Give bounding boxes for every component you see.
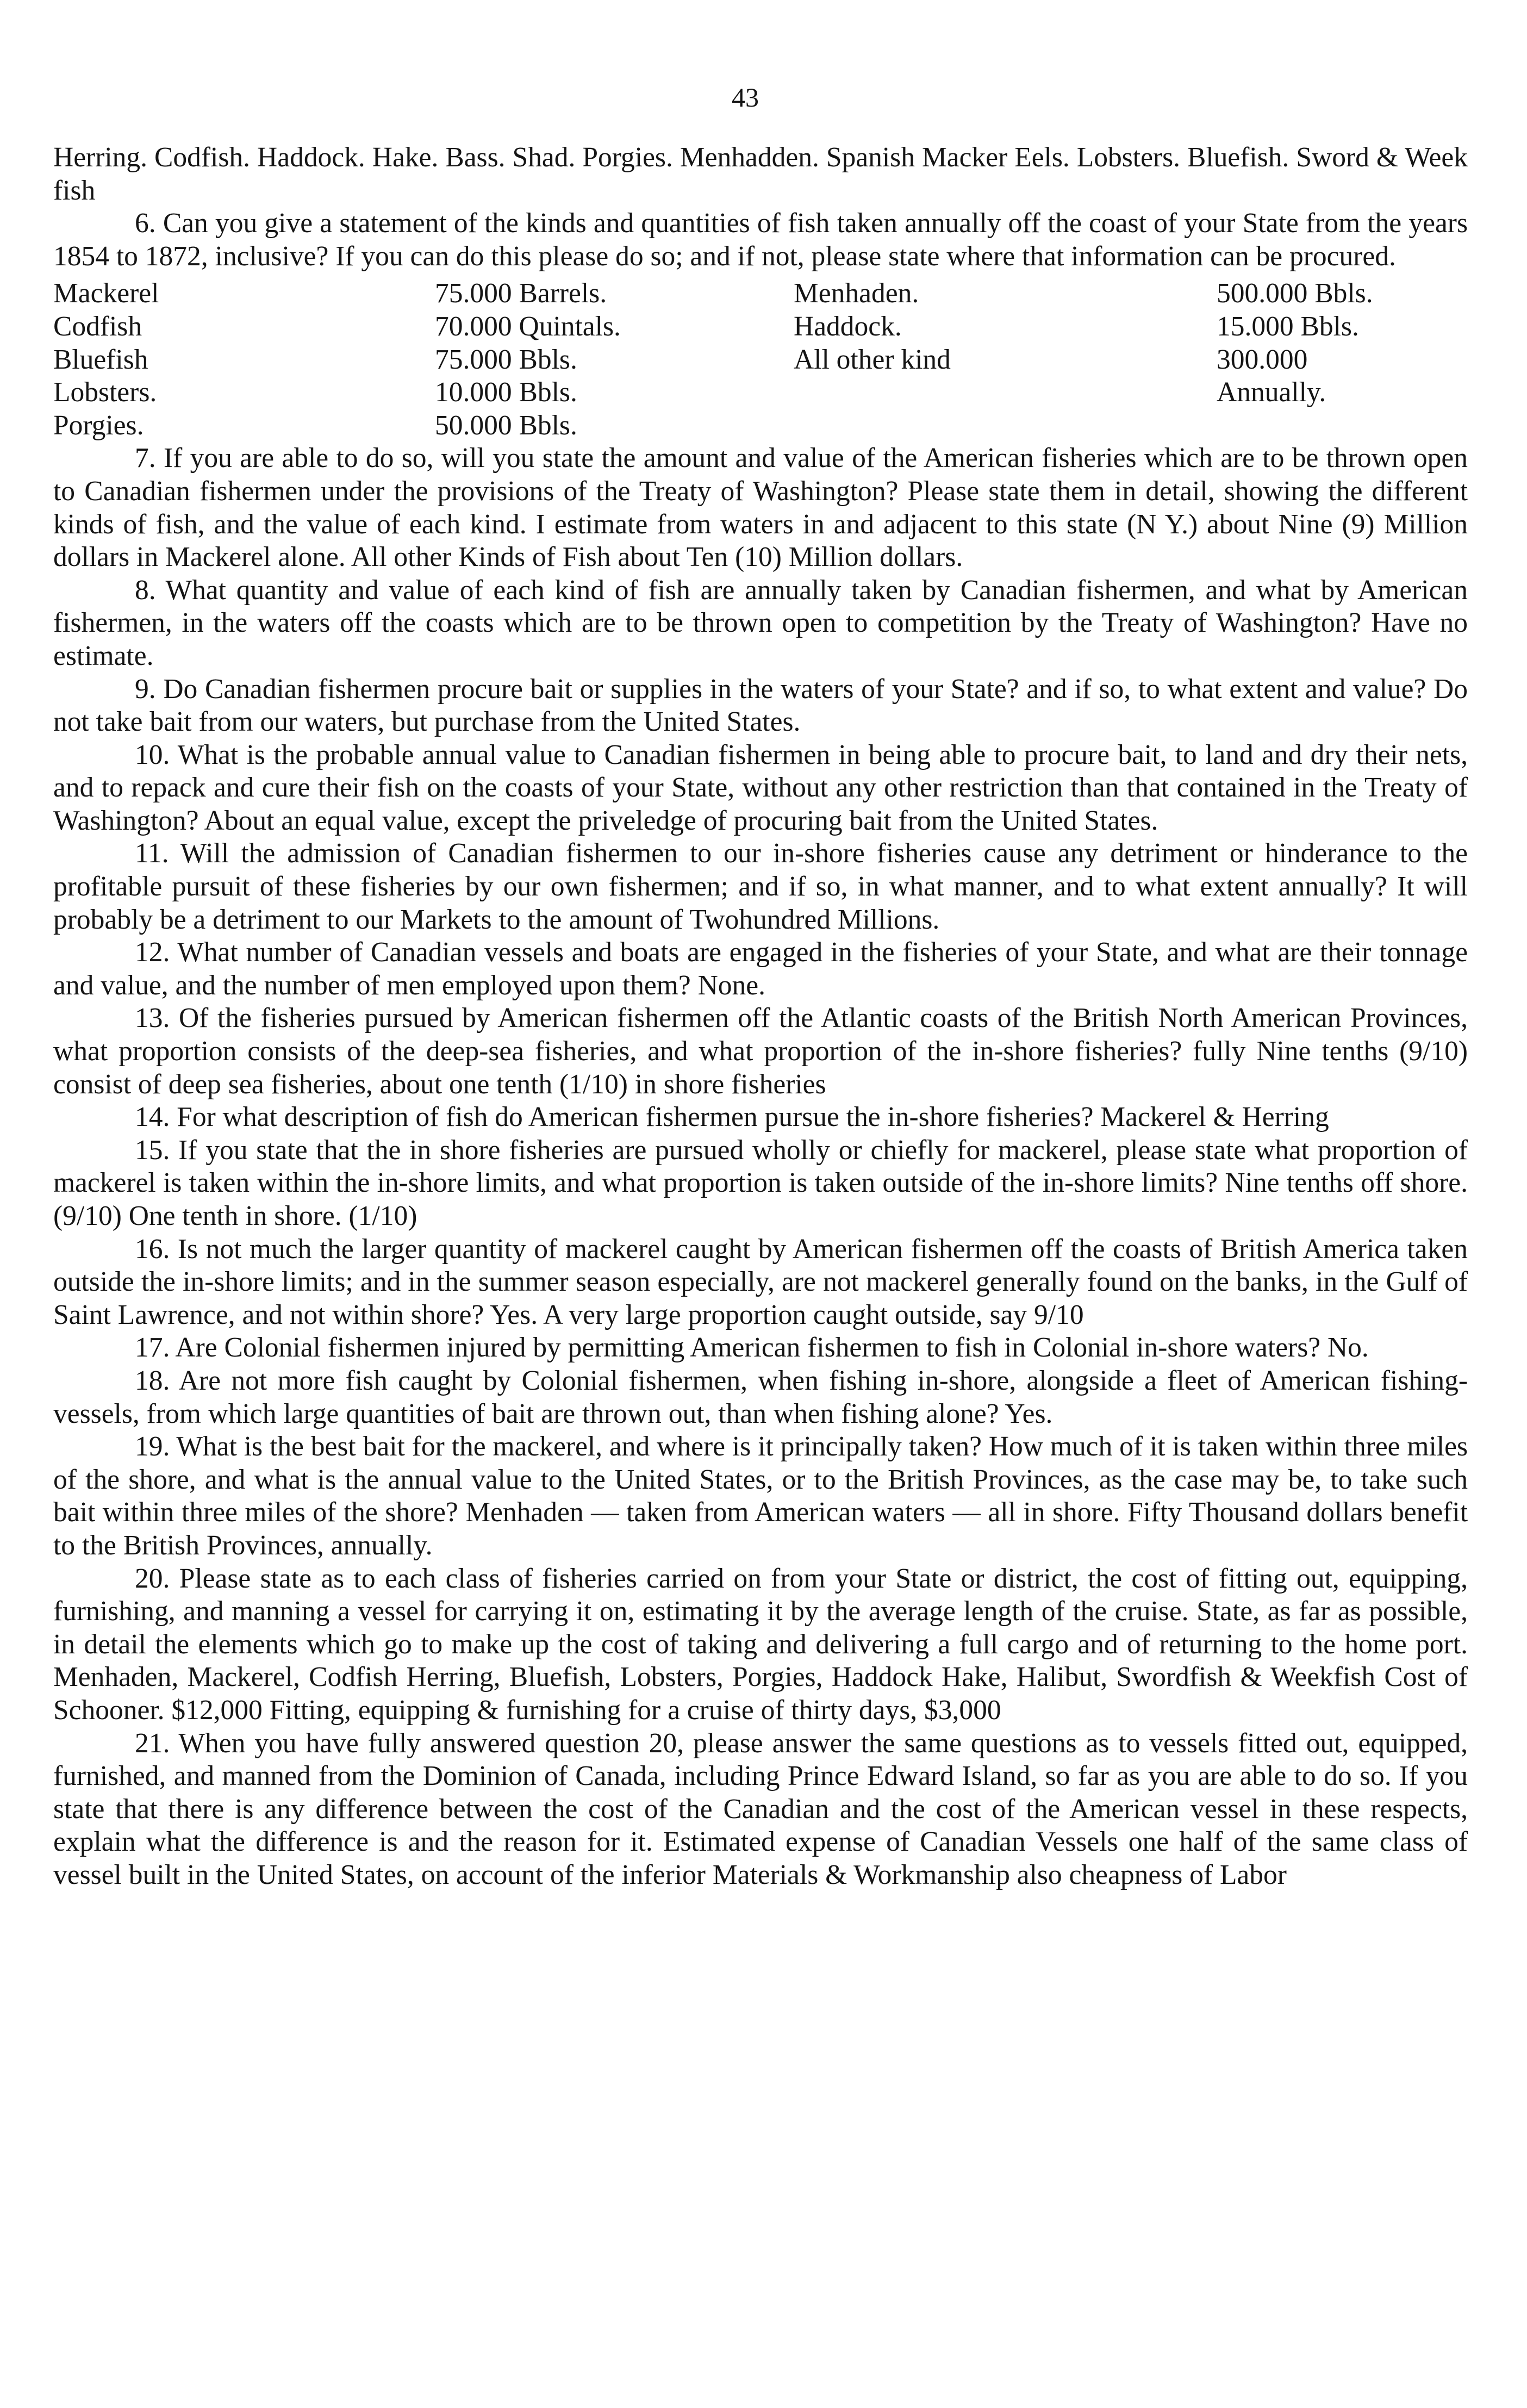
fish-kind: Mackerel [53,278,159,309]
page-number: 43 [732,82,759,113]
fish-quantity-2: 15.000 Bbls. [1217,310,1359,342]
question-11: 11. Will the admission of Canadian fishermen to our in-shore fisheries cause any detriment or hinderance to the profitable pursuit of these fisheries by our own fishermen; and if so, in what manner, and to what extent annually? It will probably be a detriment to our Markets to the amount of Twohundred Millions. [53,838,1468,935]
fish-kind-2 [794,376,1217,409]
fish-quantity: 70.000 Quintals. [435,310,621,342]
question-18: 18. Are not more fish caught by Colonial fishermen, when fishing in-shore, alongside a fleet of American fishing-vessels, from which large quantities of bait are thrown out, than when fishing alone? Yes. [53,1365,1468,1429]
question-17: 17. Are Colonial fishermen injured by permitting American fishermen to fish in Colonial in-shore waters? No. [135,1332,1369,1364]
fish-quantity: 75.000 Barrels. [435,278,607,309]
table-row [53,376,1445,409]
fish-kind-2 [794,409,1217,443]
table-row [53,344,1445,377]
fish-quantity: 10.000 Bbls. [435,377,577,408]
fish-kinds-list: Herring. Codfish. Haddock. Hake. Bass. Shad. Porgies. Menhadden. Spanish Macker Eels. Lobsters. Bluefish. Sword & Week fish [53,142,1468,206]
fish-quantity-2: 500.000 Bbls. [1217,278,1373,309]
table-row [53,409,1445,443]
fish-kind: Lobsters. [53,377,157,408]
fish-quantity: 50.000 Bbls. [435,409,577,441]
question-16: 16. Is not much the larger quantity of mackerel caught by American fishermen off the coasts of British America taken outside the in-shore limits; and in the summer season especially, are not mackerel generally found on the banks, in the Gulf of Saint Lawrence, and not within shore? Yes. A very large proportion caught outside, say 9/10 [53,1233,1468,1330]
question-6: 6. Can you give a statement of the kinds and quantities of fish taken annually off the coast of your State from the years 1854 to 1872, inclusive? If you can do this please do so; and if not, please state where that information can be procured. [53,208,1468,272]
page-body [53,141,1468,1891]
question-10: 10. What is the probable annual value to Canadian fishermen in being able to procure bait, to land and dry their nets, and to repack and cure their fish on the coasts of your State, without any other restriction than that contained in the Treaty of Washington? About an equal value, except the priveledge of procuring bait from the United States. [53,739,1468,836]
question-8: 8. What quantity and value of each kind of fish are annually taken by Canadian fishermen, and what by American fishermen, in the waters off the coasts which are to be thrown open to competition by the Treaty of Washington? Have no estimate. [53,574,1468,671]
fish-quantity-2 [1217,409,1445,443]
fish-quantity-2: Annually. [1217,377,1326,408]
question-13: 13. Of the fisheries pursued by American fishermen off the Atlantic coasts of the British North American Provinces, what proportion consists of the deep-sea fisheries, and what proportion of the in-shore fisheries? fully Nine tenths (9/10) consist of deep sea fisheries, about one tenth (1/10) in shore fisheries [53,1003,1468,1100]
fish-kind: Porgies. [53,409,144,441]
question-7: 7. If you are able to do so, will you state the amount and value of the American fisheries which are to be thrown open to Canadian fishermen under the provisions of the Treaty of Washington? Please state them in detail, showing the different kinds of fish, and the value of each kind. I estimate from waters in and adjacent to this state (N Y.) about Nine (9) Million dollars in Mackerel alone. All other Kinds of Fish about Ten (10) Million dollars. [53,443,1468,573]
question-21: 21. When you have fully answered question 20, please answer the same questions as to vessels fitted out, equipped, furnished, and manned from the Dominion of Canada, including Prince Edward Island, so far as you are able to do so. If you state that there is any difference between the cost of the Canadian and the cost of the American vessel in these respects, explain what the difference is and the reason for it. Estimated expense of Canadian Vessels one half of the same class of vessel built in the United States, on account of the inferior Materials & Workmanship also cheapness of Labor [53,1727,1468,1890]
fish-quantity: 75.000 Bbls. [435,344,577,375]
question-19: 19. What is the best bait for the mackerel, and where is it principally taken? How much of it is taken within three miles of the shore, and what is the annual value to the United States, or to the British Provinces, as the case may be, to take such bait within three miles of the shore? Menhaden — taken from American waters — all in shore. Fifty Thousand dollars benefit to the British Provinces, annually. [53,1431,1468,1561]
fish-kind-2: Haddock. [794,310,902,342]
fish-quantity-2: 300.000 [1217,344,1308,375]
fish-kind: Codfish [53,310,142,342]
question-15: 15. If you state that the in shore fisheries are pursued wholly or chiefly for mackerel, please state what proportion of mackerel is taken within the in-shore limits, and what proportion is taken outside of the in-shore limits? Nine tenths off shore. (9/10) One tenth in shore. (1/10) [53,1134,1468,1231]
table-row [53,310,1445,344]
question-14: 14. For what description of fish do American fishermen pursue the in-shore fisheries? Mackerel & Herring [135,1102,1329,1133]
fish-kind-2: All other kind [794,344,951,375]
question-9: 9. Do Canadian fishermen procure bait or supplies in the waters of your State? and if so, to what extent and value? Do not take bait from our waters, but purchase from the United States. [53,673,1468,738]
question-12: 12. What number of Canadian vessels and boats are engaged in the fisheries of your State, and what are their tonnage and value, and the number of men employed upon them? None. [53,937,1468,1001]
fish-kind-2: Menhaden. [794,278,919,309]
fish-kind: Bluefish [53,344,148,375]
table-row [53,277,1445,310]
question-20: 20. Please state as to each class of fisheries carried on from your State or district, the cost of fitting out, equipping, furnishing, and manning a vessel for carrying it on, estimating it by the average length of the cruise. State, as far as possible, in detail the elements which go to make up the cost of taking and delivering a full cargo and of returning to the home port. Menhaden, Mackerel, Codfish Herring, Bluefish, Lobsters, Porgies, Haddock Hake, Halibut, Swordfish & Weekfish Cost of Schooner. $12,000 Fitting, equipping & furnishing for a cruise of thirty days, $3,000 [53,1563,1468,1726]
fish-quantities-table [53,277,1445,442]
